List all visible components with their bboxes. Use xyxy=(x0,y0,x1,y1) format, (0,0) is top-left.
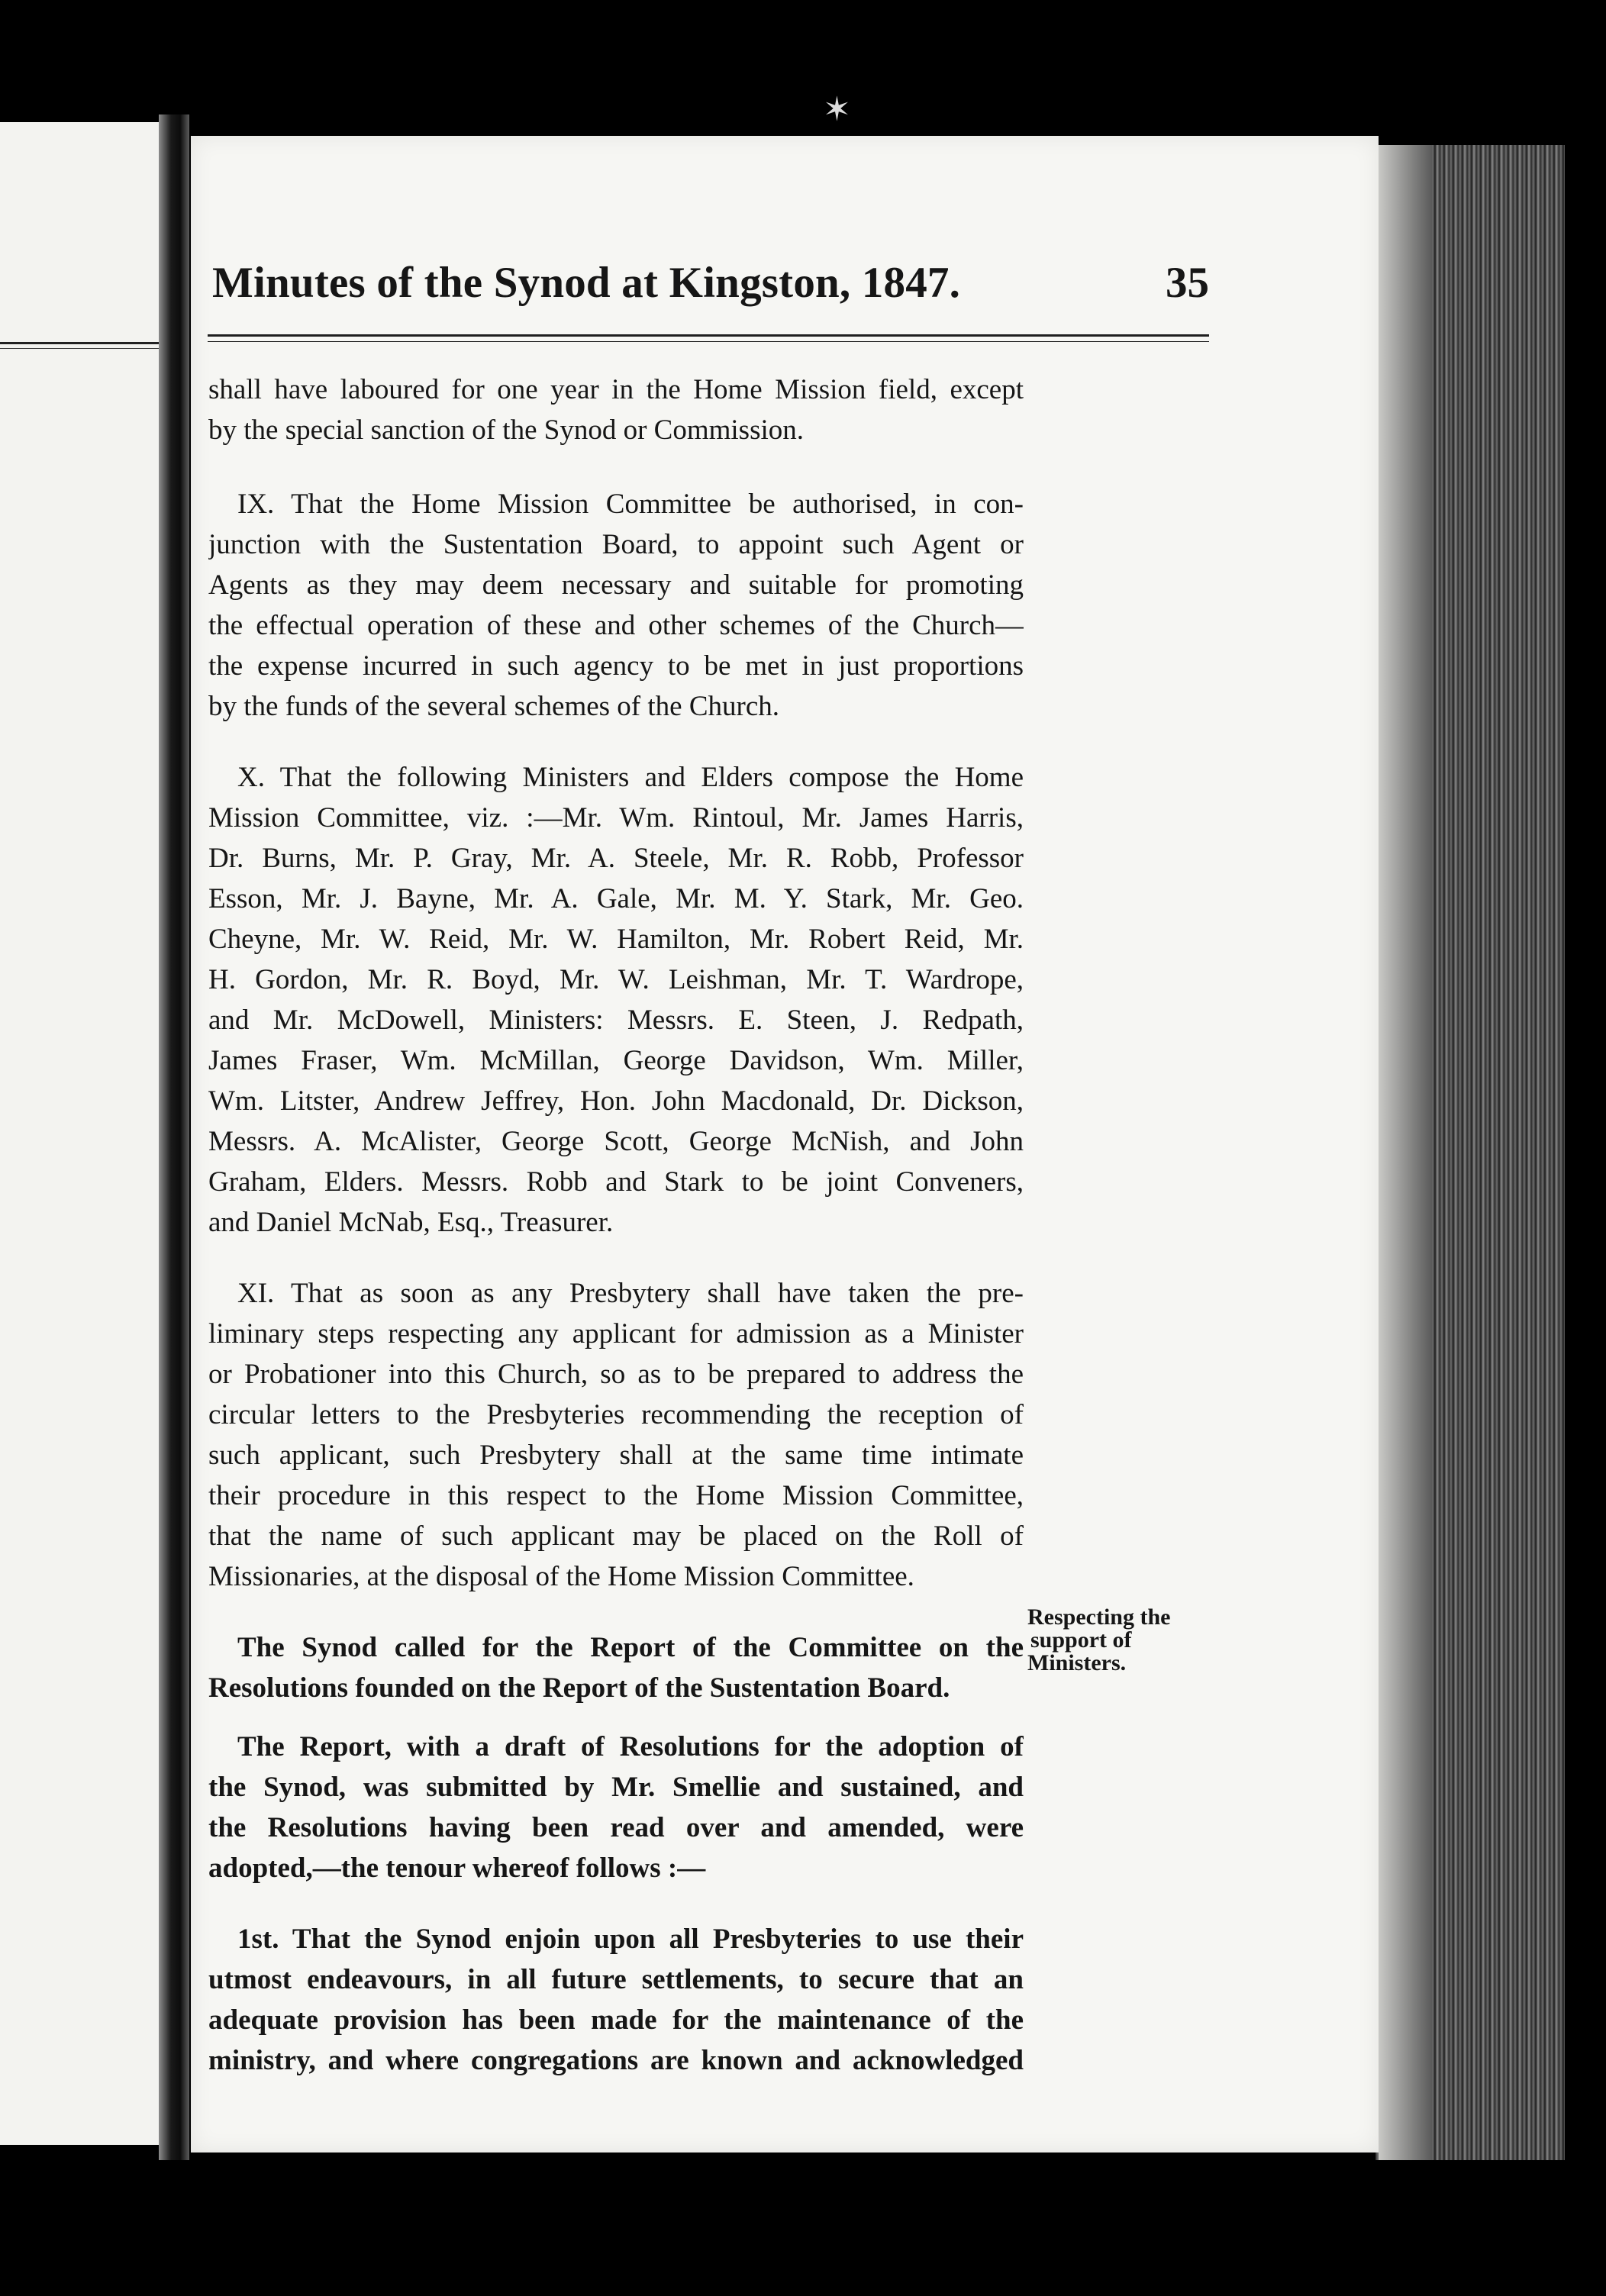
text-line: The Report, with a draft of Resolutions for the adoption of xyxy=(237,1731,1024,1762)
text-line: the expense incurred in such agency to be met in just proportions xyxy=(208,650,1024,682)
text-line: Esson, Mr. J. Bayne, Mr. A. Gale, Mr. M. Y. Stark, Mr. Geo. xyxy=(208,883,1024,914)
text-line: IX. That the Home Mission Committee be authorised, in con- xyxy=(237,489,1024,520)
text-line: circular letters to the Presbyteries recommending the reception of xyxy=(208,1399,1024,1430)
text-line: Agents as they may deem necessary and suitable for promoting xyxy=(208,569,1024,601)
text-line: and Daniel McNab, Esq., Treasurer. xyxy=(208,1207,614,1238)
text-line: utmost endeavours, in all future settlements, to secure that an xyxy=(208,1964,1024,1995)
page-number: 35 xyxy=(1166,259,1209,307)
text-line: Dr. Burns, Mr. P. Gray, Mr. A. Steele, Mr. R. Robb, Professor xyxy=(208,843,1024,874)
previous-page-fragment xyxy=(0,122,159,2145)
header-double-rule xyxy=(208,334,1209,342)
text-line: Missionaries, at the disposal of the Home Mission Committee. xyxy=(208,1561,914,1592)
text-line: that the name of such applicant may be placed on the Roll of xyxy=(208,1520,1024,1552)
text-line: XI. That as soon as any Presbytery shall have taken the pre- xyxy=(237,1278,1024,1309)
text-line: liminary steps respecting any applicant for admission as a Minister xyxy=(208,1318,1024,1350)
resolution-xi xyxy=(208,1273,1024,1597)
margin-note-line: support of xyxy=(1030,1627,1132,1653)
page-block-shadow xyxy=(1565,122,1606,2183)
text-line: Graham, Elders. Messrs. Robb and Stark to be joint Conveners, xyxy=(208,1166,1024,1198)
margin-note-line: Ministers. xyxy=(1027,1650,1127,1675)
text-line: by the special sanction of the Synod or Commission. xyxy=(208,414,804,446)
text-line: such applicant, such Presbytery shall at the same time intimate xyxy=(208,1440,1024,1471)
book-gutter xyxy=(159,114,189,2160)
text-line: and Mr. McDowell, Ministers: Messrs. E. Steen, J. Redpath, xyxy=(208,1004,1024,1036)
resolution-x xyxy=(208,757,1024,1243)
page-body xyxy=(208,369,1024,2116)
text-line: Resolutions founded on the Report of the Sustentation Board. xyxy=(208,1672,950,1704)
text-line: Cheyne, Mr. W. Reid, Mr. W. Hamilton, Mr. Robert Reid, Mr. xyxy=(208,924,1024,955)
text-line: James Fraser, Wm. McMillan, George Davidson, Wm. Miller, xyxy=(208,1045,1024,1076)
synod-called-paragraph xyxy=(208,1627,1024,1708)
text-line: The Synod called for the Report of the Committee on the xyxy=(237,1632,1024,1663)
text-line: the Resolutions having been read over and amended, were xyxy=(208,1812,1024,1843)
text-line: H. Gordon, Mr. R. Boyd, Mr. W. Leishman, Mr. T. Wardrope, xyxy=(208,964,1024,995)
text-line: Wm. Litster, Andrew Jeffrey, Hon. John Macdonald, Dr. Dickson, xyxy=(208,1085,1024,1117)
resolution-ix xyxy=(208,484,1024,727)
text-line: the effectual operation of these and other schemes of the Church— xyxy=(208,610,1024,641)
text-line: X. That the following Ministers and Elders compose the Home xyxy=(237,762,1024,793)
text-line: the Synod, was submitted by Mr. Smellie and sustained, and xyxy=(208,1772,1024,1803)
text-line: Messrs. A. McAlister, George Scott, George McNish, and John xyxy=(208,1126,1024,1157)
text-line: Mission Committee, viz. :—Mr. Wm. Rintoul, Mr. James Harris, xyxy=(208,802,1024,834)
text-line: their procedure in this respect to the Home Mission Committee, xyxy=(208,1480,1024,1511)
binding-thread-mark: ✶ xyxy=(823,90,850,129)
text-line: ministry, and where congregations are known and acknowledged xyxy=(208,2045,1024,2076)
paragraph-continuation xyxy=(208,369,1024,450)
text-line: by the funds of the several schemes of the Church. xyxy=(208,691,780,722)
text-line: 1st. That the Synod enjoin upon all Presbyteries to use their xyxy=(237,1924,1024,1955)
text-line: adopted,—the tenour whereof follows :— xyxy=(208,1853,706,1884)
report-paragraph xyxy=(208,1727,1024,1888)
text-line: junction with the Sustentation Board, to appoint such Agent or xyxy=(208,529,1024,560)
text-line: or Probationer into this Church, so as to be prepared to address the xyxy=(208,1359,1024,1390)
text-line: adequate provision has been made for the maintenance of the xyxy=(208,2004,1024,2036)
page-block-edge-highlight xyxy=(1379,145,1432,2160)
margin-note-line: Respecting the xyxy=(1027,1604,1171,1630)
running-head xyxy=(212,258,1209,319)
previous-page-rule xyxy=(0,342,159,349)
margin-note xyxy=(1027,1606,1234,1675)
text-line: shall have laboured for one year in the Home Mission field, except xyxy=(208,374,1024,405)
page-title: Minutes of the Synod at Kingston, 1847. xyxy=(212,259,961,307)
first-resolution xyxy=(208,1919,1024,2081)
